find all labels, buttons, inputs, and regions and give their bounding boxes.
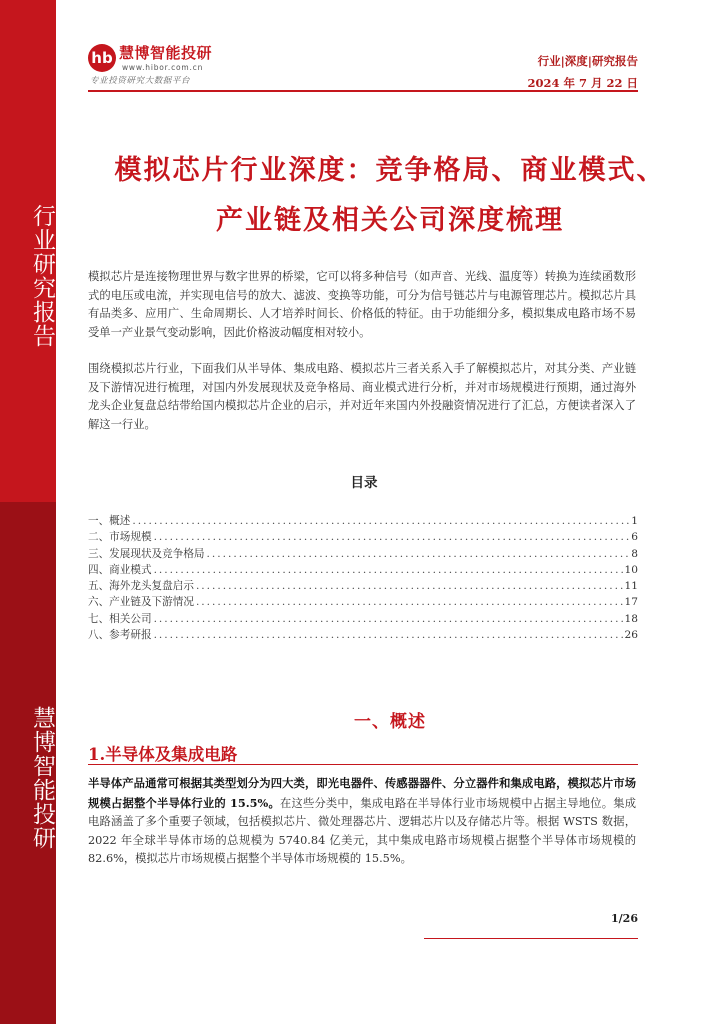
toc-leader [207, 548, 630, 560]
toc-leader [196, 580, 623, 592]
report-date: 2024 年 7 月 22 日 [527, 76, 638, 90]
section-paragraph-body: 在这些分类中，集成电路在半导体行业市场规模中占据主导地位。集成电路涵盖了多个重要子领域，包括模拟芯片、微处理器芯片、逻辑芯片以及存储芯片等。根据 WSTS 数据，2022 年全球半导体市场的总规模为 5740.84 亿美元，其中集成电路市场规模占据整个半导体市场规模的 82.6%，模拟芯片市场规模占据整个半导体市场规模的 15.5%。 [88, 796, 636, 866]
section-paragraph [88, 774, 636, 869]
header-meta [527, 50, 638, 94]
page-number: 1/26 [611, 912, 638, 925]
brand-logo[interactable] [88, 42, 238, 86]
sidebar [0, 0, 56, 1024]
logo-url: www.hibor.com.cn [122, 63, 204, 72]
report-title-line-2: 产业链及相关公司深度梳理 [216, 205, 564, 236]
toc-item[interactable] [88, 529, 638, 545]
toc-item-label: 七、相关公司 [88, 612, 152, 625]
toc-item-page: 8 [631, 547, 638, 560]
toc-item-label: 四、商业模式 [88, 563, 152, 576]
toc-leader [196, 596, 623, 608]
toc-item[interactable] [88, 627, 638, 643]
toc-item-label: 六、产业链及下游情况 [88, 596, 194, 609]
toc-item[interactable] [88, 546, 638, 562]
subsection-divider [88, 764, 638, 765]
section-heading: 一、概述 [354, 712, 426, 732]
sidebar-category-label: 行业研究报告 [29, 204, 55, 348]
toc-item-label: 八、参考研报 [88, 629, 152, 642]
toc-leader [154, 613, 623, 625]
logo-slogan: 专业投资研究大数据平台 [90, 76, 191, 86]
report-tags: 行业|深度|研究报告 [537, 54, 638, 68]
toc-item-label: 二、市场规模 [88, 531, 152, 544]
logo-name: 慧博智能投研 [119, 44, 213, 62]
toc-item-label: 三、发展现状及竞争格局 [88, 547, 205, 560]
toc-item-page: 18 [624, 612, 638, 625]
sidebar-brand-label: 慧博智能投研 [29, 706, 55, 850]
toc-item[interactable] [88, 594, 638, 610]
header-divider [88, 90, 638, 92]
subsection-heading: 1.半导体及集成电路 [88, 745, 238, 764]
report-title-line-1: 模拟芯片行业深度：竞争格局、商业模式、 [114, 155, 666, 186]
logo-icon: hb [88, 44, 116, 72]
toc-item-page: 26 [624, 629, 638, 642]
footer-divider [424, 938, 638, 939]
intro-paragraph-1: 模拟芯片是连接物理世界与数字世界的桥梁，它可以将多种信号（如声音、光线、温度等）转换为连续函数形式的电压或电流，并实现电信号的放大、滤波、变换等功能，可分为信号链芯片与电源管理芯片。模拟芯片具有品类多、应用广、生命周期长、人才培养时间长、价格低的特征。由于功能细分多，模拟集成电路市场不易受单一产业景气变动影响，因此价格波动幅度相对较小。 [88, 270, 636, 339]
table-of-contents [88, 513, 638, 643]
toc-item-page: 6 [631, 531, 638, 544]
toc-item-label: 五、海外龙头复盘启示 [88, 580, 194, 593]
sidebar-top-band [0, 0, 56, 502]
toc-leader [154, 531, 630, 543]
toc-item-page: 1 [631, 515, 638, 527]
toc-item-page: 11 [624, 580, 638, 593]
toc-item-page: 17 [624, 596, 638, 609]
toc-item[interactable] [88, 513, 638, 529]
toc-item[interactable] [88, 611, 638, 627]
section-paragraph-bold: 半导体产品通常可根据其类型划分为四大类，即光电器件、传感器器件、分立器件和集成电路，模拟芯片市场规模占据整个半导体行业的 15.5%。 [88, 776, 636, 810]
sidebar-bottom-band [0, 502, 56, 1024]
toc-item[interactable] [88, 562, 638, 578]
toc-leader [154, 564, 623, 576]
toc-item-page: 10 [624, 563, 638, 576]
toc-leader [154, 629, 623, 641]
toc-item-label: 一、概述 [88, 515, 131, 527]
toc-heading: 目录 [350, 475, 378, 491]
toc-leader [132, 515, 629, 527]
toc-item[interactable] [88, 578, 638, 594]
intro-paragraph-2: 围绕模拟芯片行业，下面我们从半导体、集成电路、模拟芯片三者关系入手了解模拟芯片，对其分类、产业链及下游情况进行梳理，对国内外发展现状及竞争格局、商业模式进行分析，并对市场规模进行预期，通过海外龙头企业复盘总结带给国内模拟芯片企业的启示，并对近年来国内外投融资情况进行了汇总，方便读者深入了解这一行业。 [88, 362, 636, 431]
